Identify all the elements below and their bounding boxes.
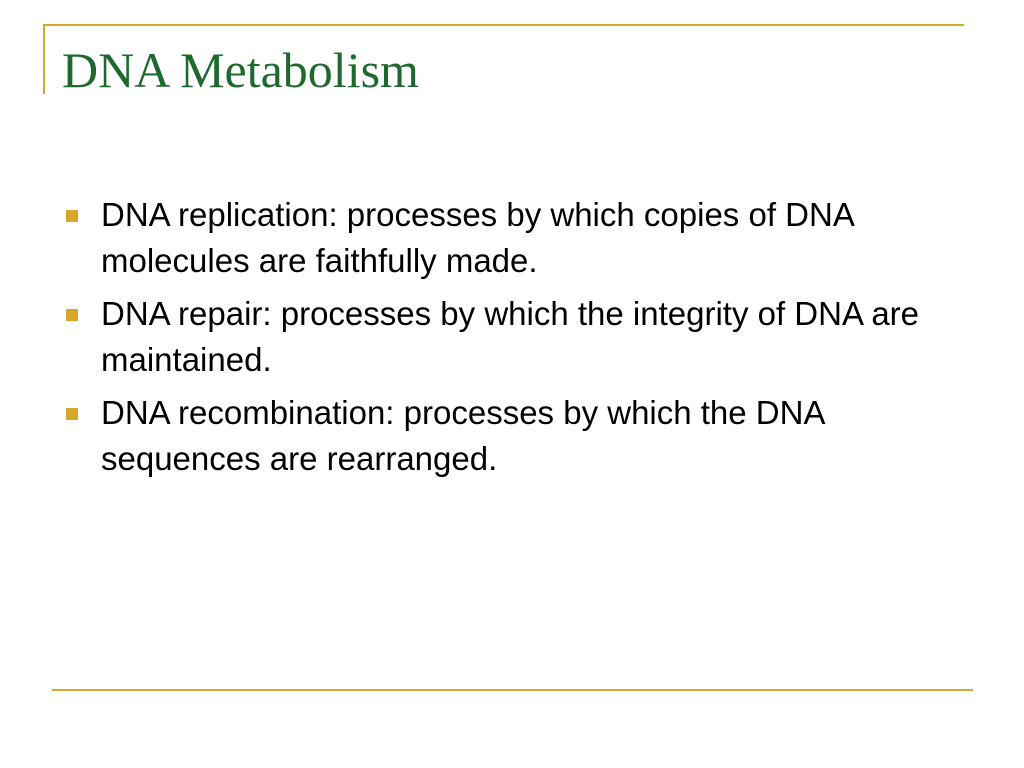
bullet-item-repair bbox=[64, 291, 954, 383]
bullet-text: DNA replication: processes by which copies of DNA molecules are faithfully made. bbox=[101, 196, 854, 279]
square-bullet-icon bbox=[66, 408, 78, 420]
square-bullet-icon bbox=[66, 210, 78, 222]
left-frame-rule bbox=[43, 24, 45, 94]
bullet-item-replication bbox=[64, 192, 954, 284]
slide-title: DNA Metabolism bbox=[62, 42, 419, 98]
footer-rule bbox=[52, 689, 973, 691]
bullet-item-recombination bbox=[64, 390, 954, 482]
bullet-text: DNA recombination: processes by which the DNA sequences are rearranged. bbox=[101, 394, 824, 477]
bullet-text: DNA repair: processes by which the integrity of DNA are maintained. bbox=[101, 295, 920, 378]
top-frame-rule bbox=[43, 24, 964, 26]
square-bullet-icon bbox=[66, 309, 78, 321]
bullet-list bbox=[64, 192, 954, 489]
